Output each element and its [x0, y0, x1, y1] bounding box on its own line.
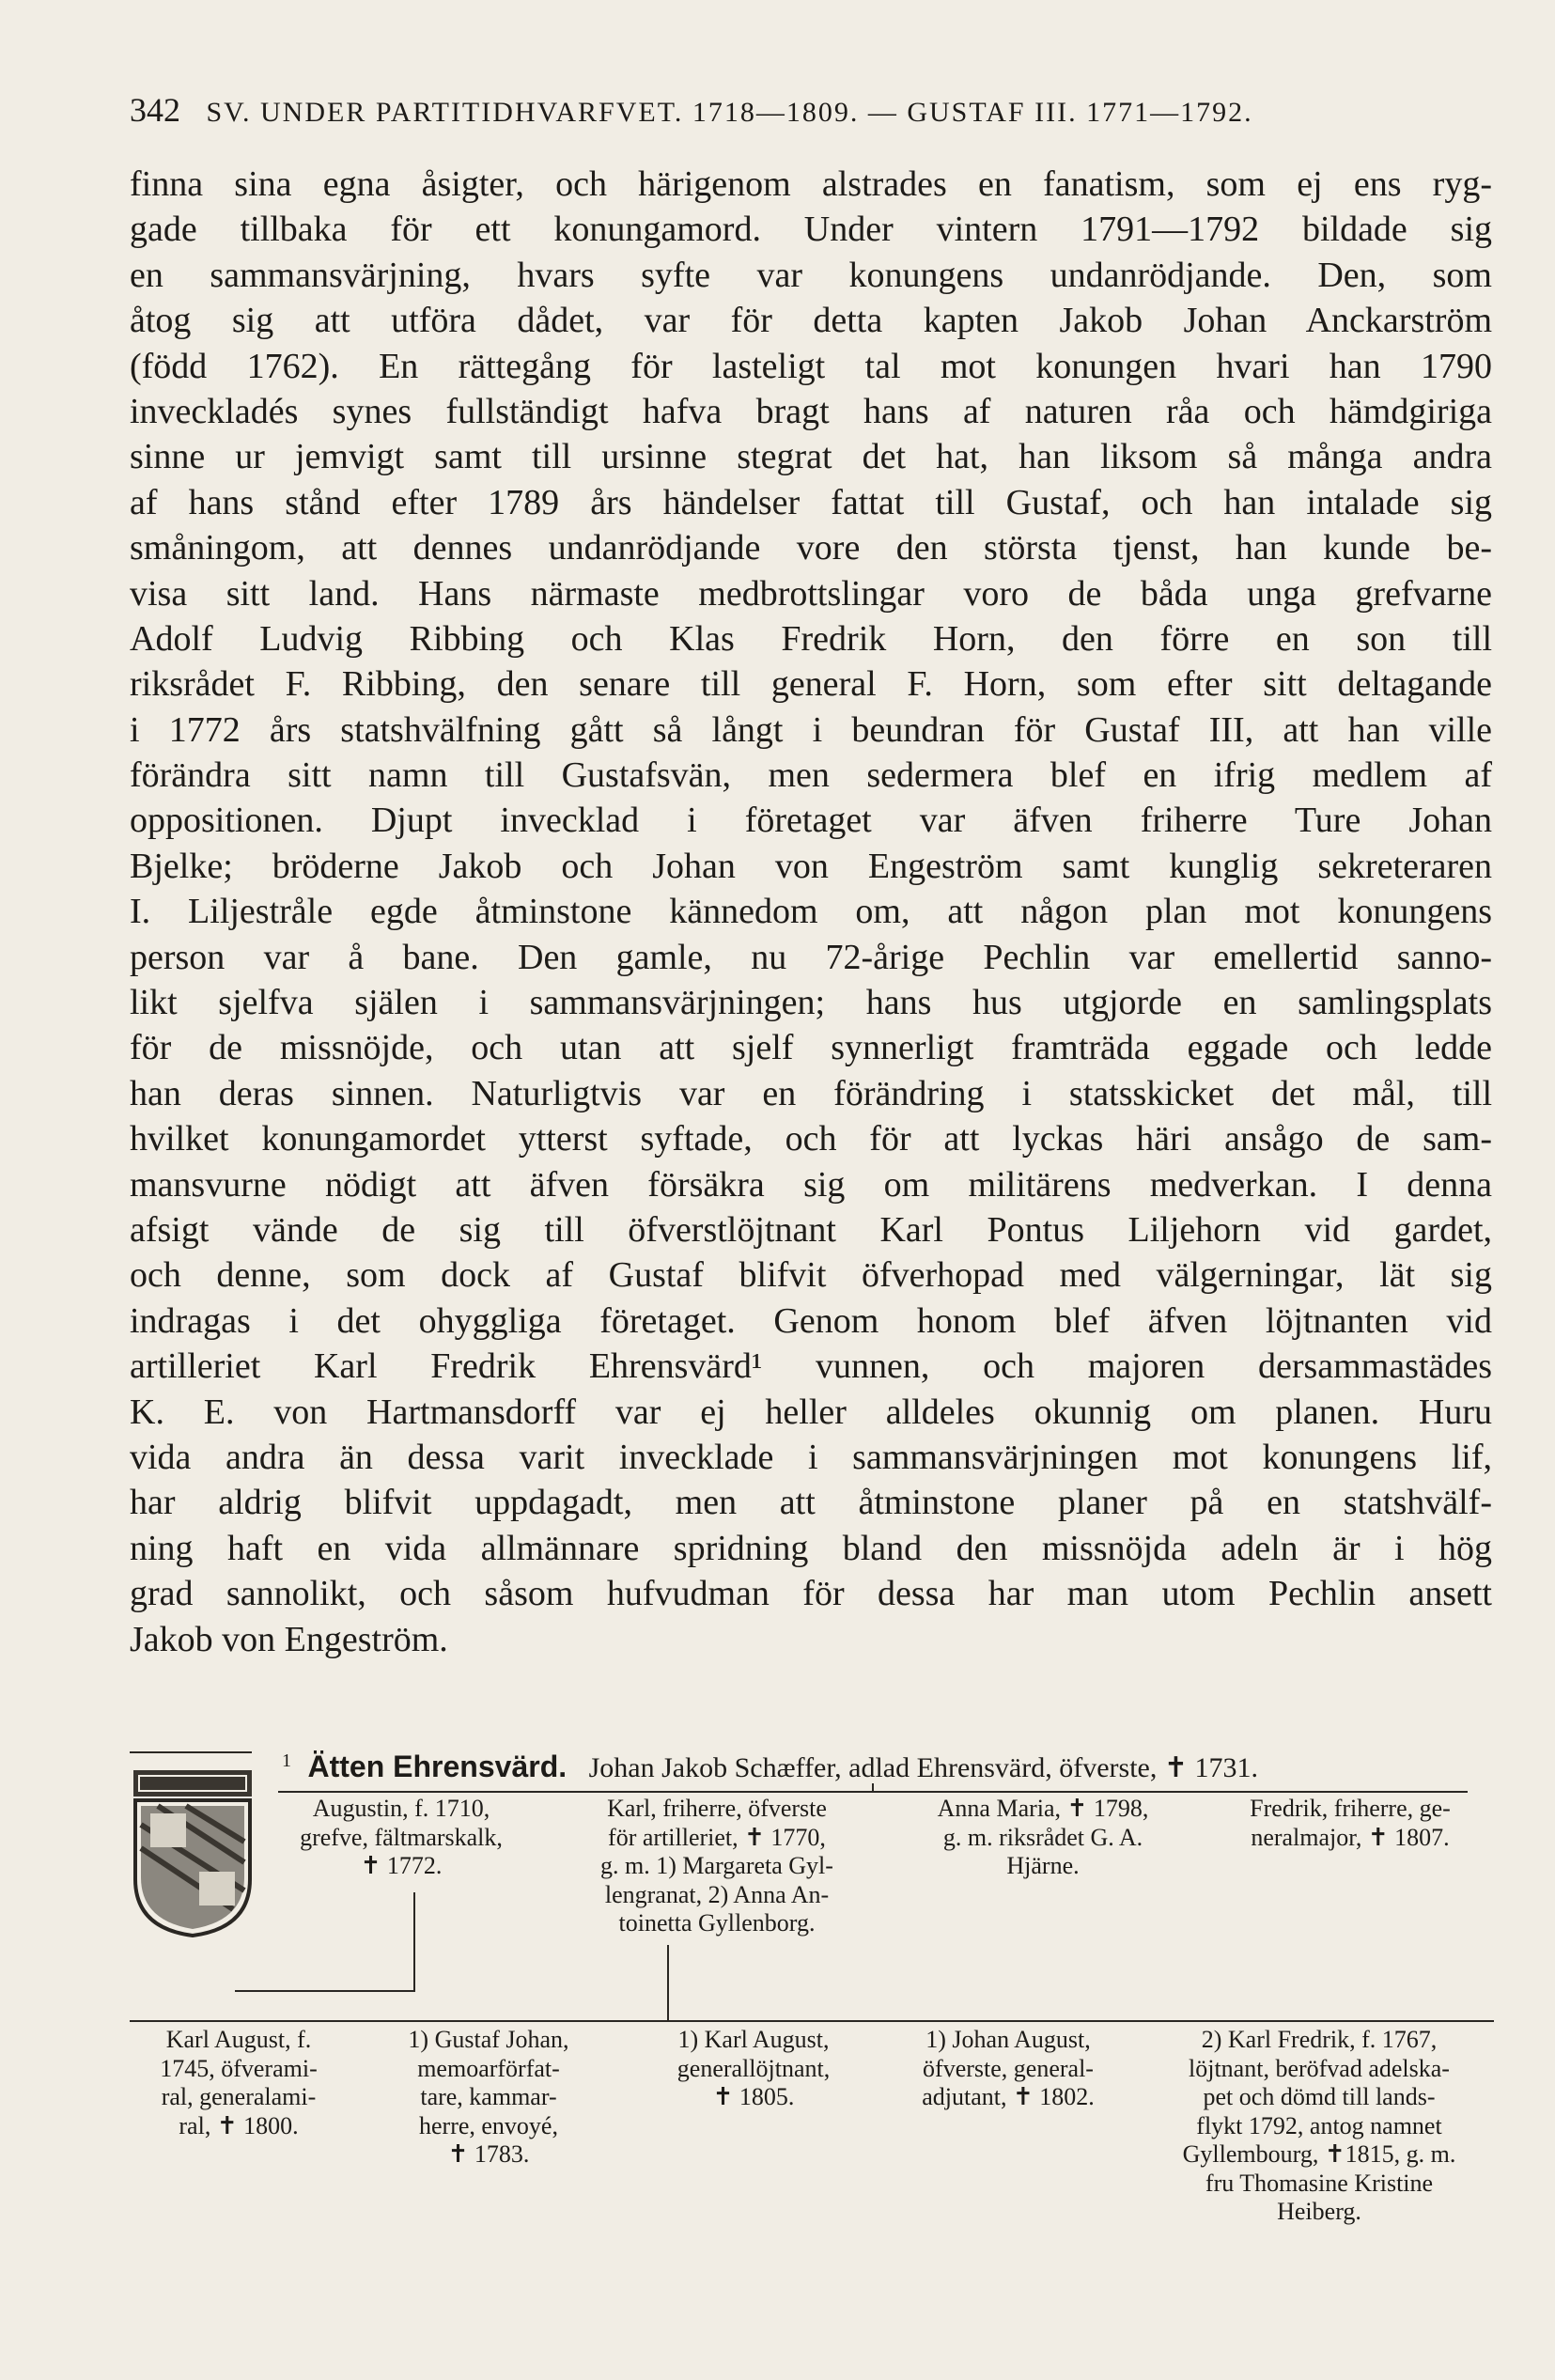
footnote-heading — [282, 1750, 1494, 1784]
body-text — [130, 162, 1492, 1662]
text-line: grad sannolikt, och såsom hufvudman för dessa har man utom Pechlin ansett — [130, 1574, 1492, 1614]
text-line: visa sitt land. Hans närmaste medbrottslingar voro de båda unga grefvarne — [130, 573, 1492, 614]
text-line: ning haft en vida allmännare spridning bland den missnöjda adeln är i hög — [130, 1528, 1492, 1568]
text-line: har aldrig blifvit uppdagadt, men att åtminstone planer på en statshvälf- — [130, 1483, 1492, 1523]
text-line: åtog sig att utföra dådet, var för detta kapten Jakob Johan Anckarström — [130, 301, 1492, 341]
tree-node-anna-maria: Anna Maria, ✝ 1798, g. m. riksrådet G. A. Hjärne. — [937, 1795, 1149, 1879]
tree-connector — [872, 1783, 874, 1793]
text-line: indragas i det ohyggliga företaget. Genom honom blef äfven löjtnanten vid — [130, 1300, 1492, 1341]
text-line: (född 1762). En rättegång för lasteligt tal mot konungen hvari han 1790 — [130, 346, 1492, 386]
text-line-last: Jakob von Engeström. — [130, 1619, 448, 1659]
text-line: en sammansvärjning, hvars syfte var konungens undanrödjande. Den, som — [130, 255, 1492, 295]
tree-node-karl-august-1745: Karl August, f. 1745, öfverami- ral, generalami- ral, ✝ 1800. — [160, 2026, 318, 2139]
text-line: artilleriet Karl Fredrik Ehrensvärd¹ vunnen, och majoren dersammastädes — [130, 1346, 1492, 1387]
text-line: inveckladés synes fullständigt hafva bragt hans af naturen råa och hämdgiriga — [130, 391, 1492, 431]
text-line: afsigt vände de sig till öfverstlöjtnant Karl Pontus Liljehorn vid gardet, — [130, 1209, 1492, 1250]
tree-node-karl-august-general: 1) Karl August, generallöjtnant, ✝ 1805. — [676, 2026, 831, 2110]
text-line: och denne, som dock af Gustaf blifvit öfverhopad med välgerningar, lät sig — [130, 1255, 1492, 1296]
tree-node-fredrik: Fredrik, friherre, ge- neralmajor, ✝ 1807. — [1250, 1795, 1451, 1851]
text-line: sinne ur jemvigt samt till ursinne stegrat det hat, han liksom så många andra — [130, 437, 1492, 477]
text-line: vida andra än dessa varit invecklade i sammansvärjningen mot konungens lif, — [130, 1437, 1492, 1477]
family-founder: Johan Jakob Schæffer, adlad Ehrensvärd, öfverste, ✝ 1731. — [588, 1752, 1258, 1783]
footnote-rule — [130, 1751, 252, 1753]
running-head — [130, 90, 1483, 130]
running-title: SV. UNDER PARTITIDHVARFVET. 1718—1809. — GUSTAF III. 1771—1792. — [206, 97, 1253, 128]
tree-connector — [413, 1892, 415, 1990]
text-line: småningom, att dennes undanrödjande vore den största tjenst, han kunde be- — [130, 528, 1492, 568]
footnote-marker: 1 — [282, 1750, 291, 1771]
tree-node-johan-august: 1) Johan August, öfverste, general- adjutant, ✝ 1802. — [922, 2026, 1095, 2110]
text-line: I. Liljestråle egde åtminstone kännedom om, att någon plan mot konungens — [130, 892, 1492, 932]
text-line: i 1772 års statshvälfning gått så långt i beundran för Gustaf III, att han ville — [130, 709, 1492, 750]
family-title: Ätten Ehrensvärd. — [307, 1750, 568, 1783]
text-line: finna sina egna åsigter, och härigenom alstrades en fanatism, som ej ens ryg- — [130, 164, 1492, 204]
tree-node-augustin: Augustin, f. 1710, grefve, fältmarskalk, ✝ 1772. — [300, 1795, 503, 1879]
text-line: Bjelke; bröderne Jakob och Johan von Engeström samt kunglig sekreteraren — [130, 846, 1492, 886]
text-line: K. E. von Hartmansdorff var ej heller alldeles okunnig om planen. Huru — [130, 1392, 1492, 1432]
text-line: för de missnöjde, och utan att sjelf synnerligt framträda eggade och ledde — [130, 1028, 1492, 1068]
text-line: gade tillbaka för ett konungamord. Under vintern 1791—1792 bildade sig — [130, 210, 1492, 250]
text-line: hvilket konungamordet ytterst syftade, och för att lyckas häri ansågo de sam- — [130, 1119, 1492, 1159]
tree-connector — [667, 1945, 669, 2020]
text-line: Adolf Ludvig Ribbing och Klas Fredrik Horn, den förre en son till — [130, 618, 1492, 659]
page-number: 342 — [130, 91, 180, 129]
text-line: mansvurne nödigt att äfven försäkra sig om militärens medverkan. I denna — [130, 1164, 1492, 1205]
text-line: han deras sinnen. Naturligtvis var en förändring i statsskicket det mål, till — [130, 1073, 1492, 1113]
text-line: person var å bane. Den gamle, nu 72-årige Pechlin var emellertid sanno- — [130, 937, 1492, 977]
text-line: likt sjelfva själen i sammansvärjningen; hans hus utgjorde en samlingsplats — [130, 983, 1492, 1023]
tree-connector — [130, 2020, 1494, 2022]
tree-connector — [235, 1990, 415, 1992]
text-line: oppositionen. Djupt invecklad i företaget var äfven friherre Ture Johan — [130, 801, 1492, 841]
tree-node-gustaf-johan: 1) Gustaf Johan, memoarförfat- tare, kammar- herre, envoyé, ✝ 1783. — [408, 2026, 569, 2168]
tree-node-karl-fredrik-gyllembourg: 2) Karl Fredrik, f. 1767, löjtnant, beröfvad adelska- pet och dömd till lands- flykt 1792, antog namnet Gyllembourg, ✝1815, g. m. fru Thomasine Kristine Heiberg. — [1182, 2026, 1456, 2225]
text-line: af hans stånd efter 1789 års händelser fattat till Gustaf, och han intalade sig — [130, 482, 1492, 522]
text-line: förändra sitt namn till Gustafsvän, men sedermera blef en ifrig medlem af — [130, 755, 1492, 796]
coat-of-arms-icon — [130, 1768, 256, 1937]
tree-node-karl: Karl, friherre, öfverste för artilleriet, ✝ 1770, g. m. 1) Margareta Gyl- lengranat, 2) Anna An- toinetta Gyllenborg. — [600, 1795, 833, 1937]
text-line: riksrådet F. Ribbing, den senare till general F. Horn, som efter sitt deltagande — [130, 664, 1492, 705]
